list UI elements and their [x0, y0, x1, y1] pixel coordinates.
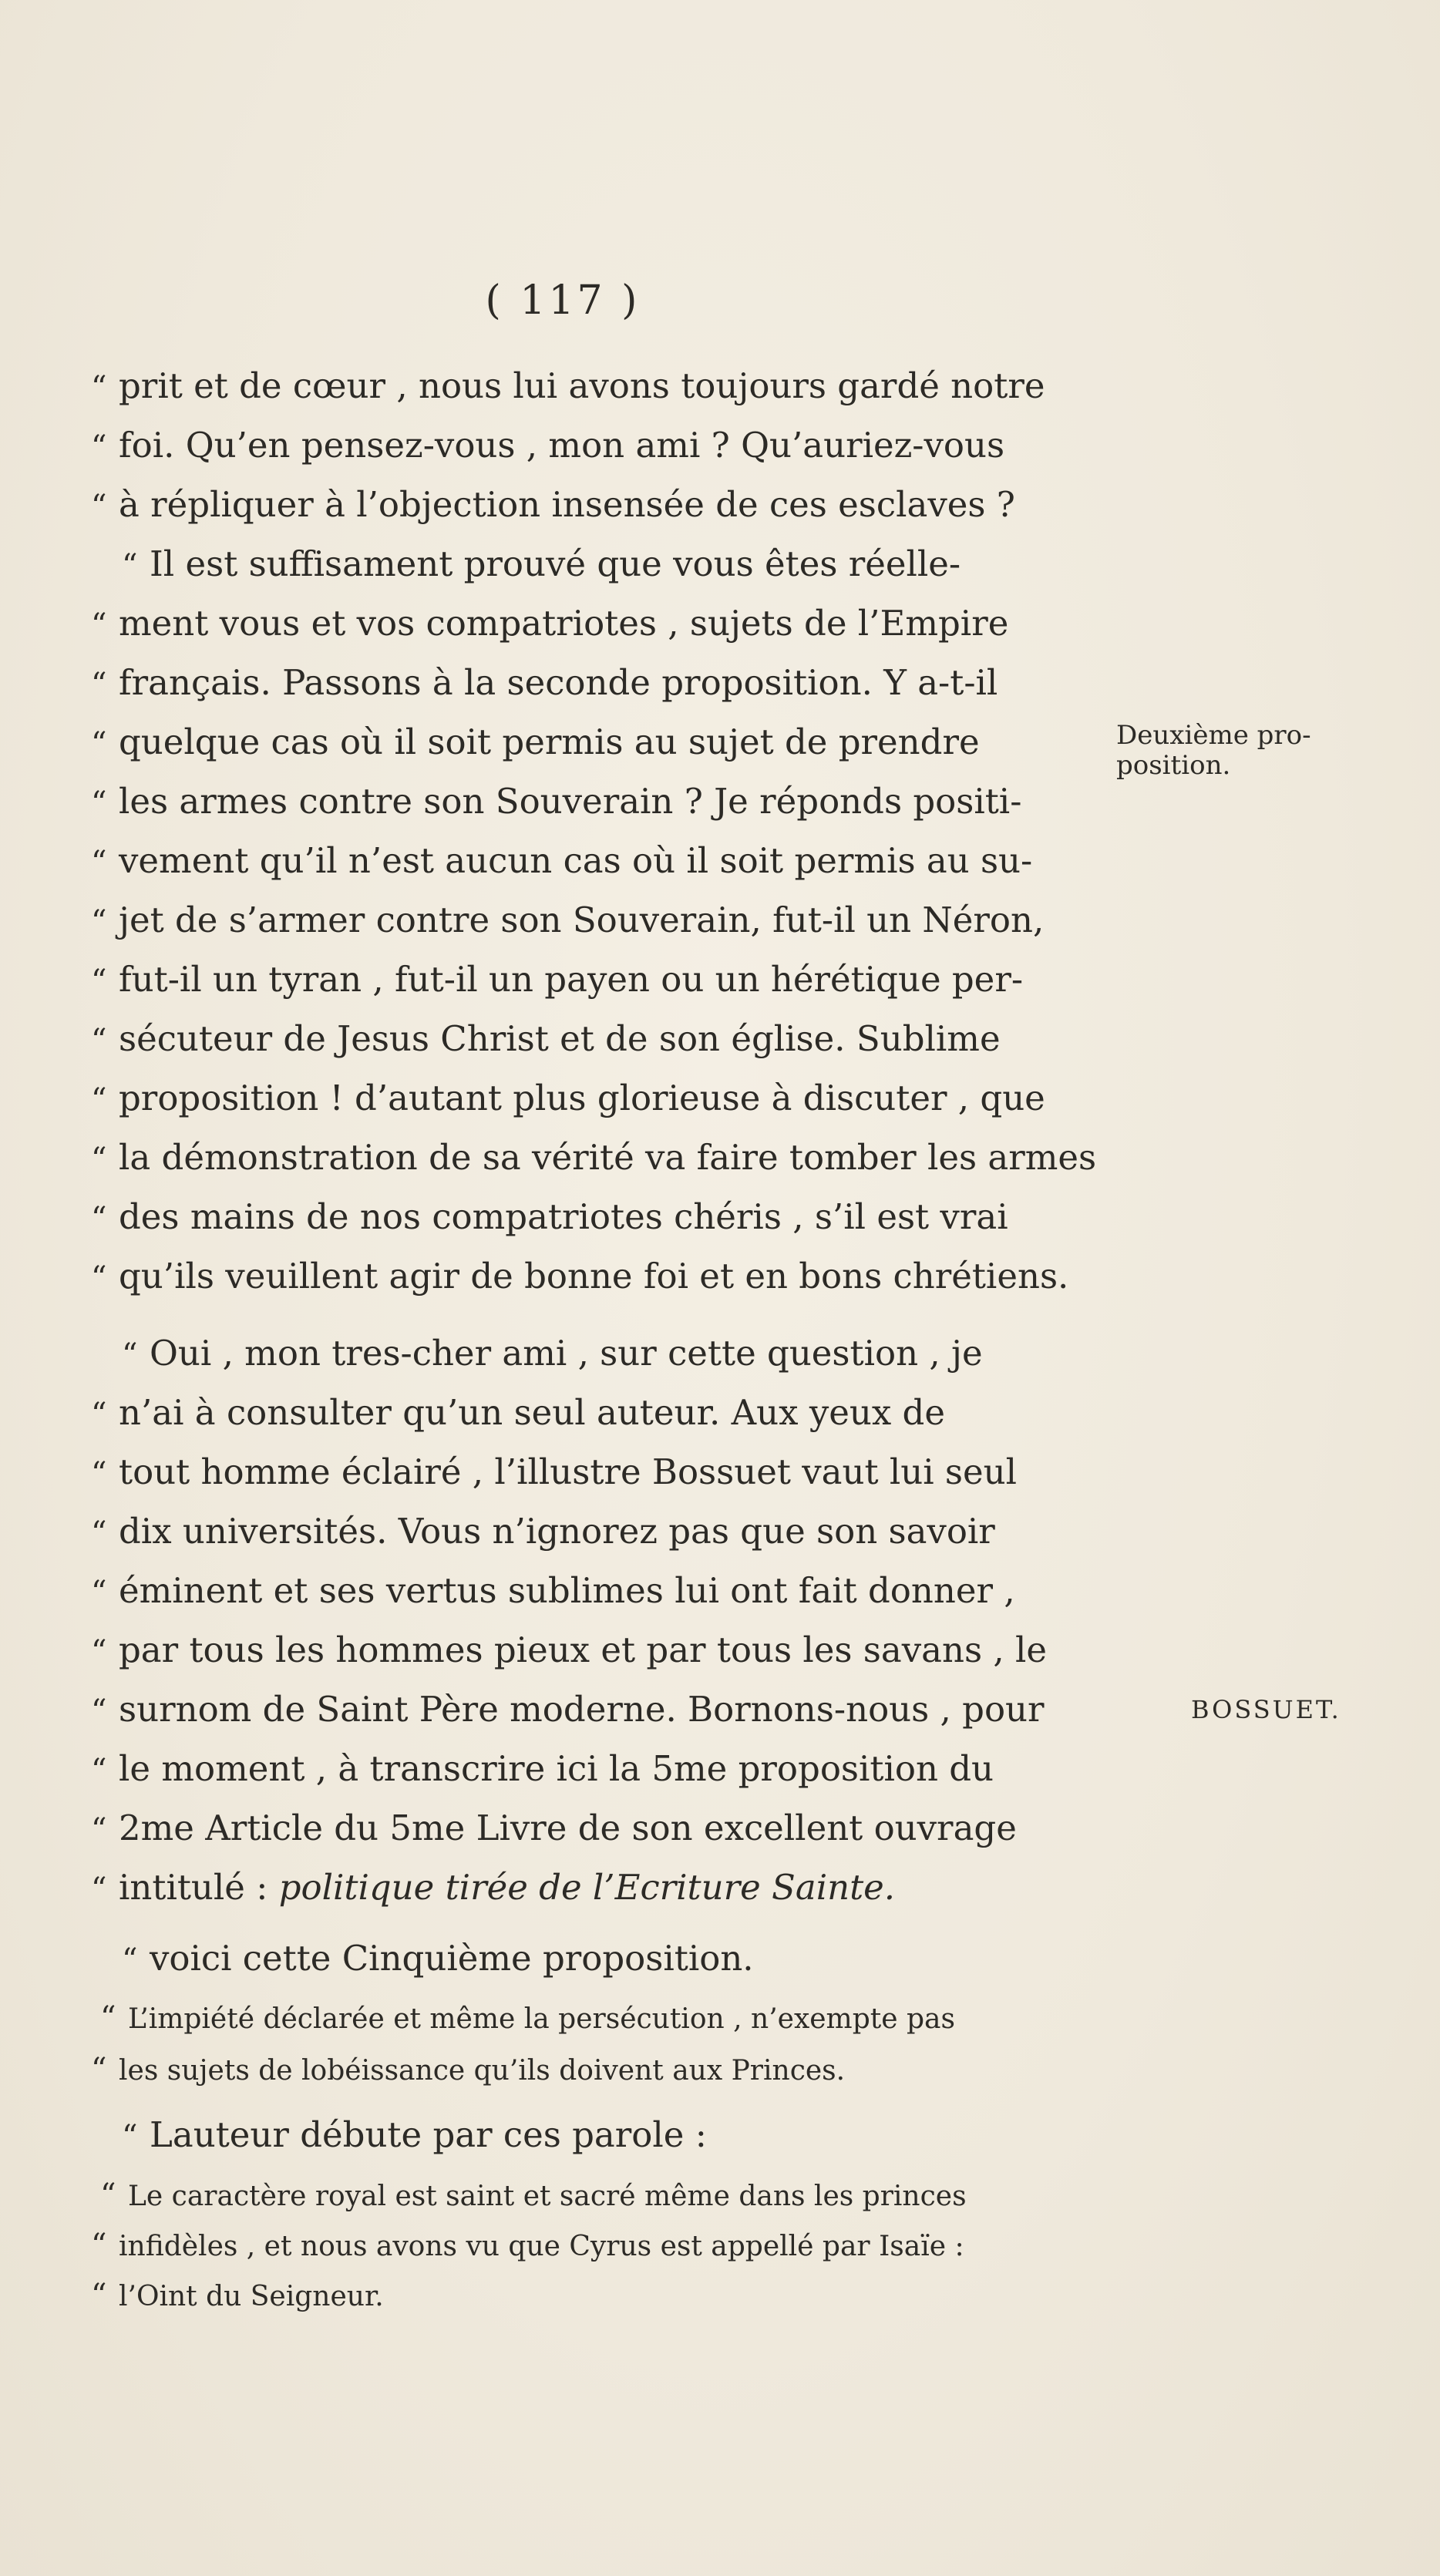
- text-line: [91, 721, 980, 762]
- quote-mark: “: [91, 1023, 107, 1058]
- quote-mark: “: [91, 845, 107, 880]
- quote-mark: “: [91, 1201, 107, 1236]
- line-text: Il est suffisament prouvé que vous êtes réelle-: [150, 543, 961, 584]
- quote-mark: “: [91, 904, 107, 940]
- text-line: [91, 603, 1009, 644]
- quote-mark: “: [122, 1337, 138, 1373]
- line-text: surnom de Saint Père moderne. Bornons-nous , pour: [119, 1689, 1045, 1730]
- line-text: les armes contre son Souverain ? Je réponds positi-: [119, 781, 1022, 822]
- quote-mark: “: [91, 2278, 107, 2313]
- line-text: dix universités. Vous n’ignorez pas que son savoir: [119, 1511, 995, 1552]
- margin-note-line: position.: [1116, 750, 1231, 782]
- quote-mark: “: [91, 726, 107, 762]
- line-text: éminent et ses vertus sublimes lui ont fait donner ,: [119, 1570, 1015, 1611]
- text-line: [91, 1392, 945, 1433]
- line-text: les sujets de lobéissance qu’ils doivent aux Princes.: [119, 2055, 846, 2087]
- margin-note-proposition: [1116, 721, 1378, 781]
- text-line: [91, 1256, 1069, 1296]
- line-text: qu’ils veuillent agir de bonne foi et en bons chrétiens.: [119, 1256, 1069, 1296]
- text-line: [122, 543, 961, 584]
- quote-mark: “: [91, 370, 107, 405]
- line-text: français. Passons à la seconde proposition. Y a-t-il: [119, 662, 998, 703]
- quote-mark: “: [91, 1515, 107, 1551]
- text-line: [91, 484, 1015, 525]
- text-line: [91, 1511, 995, 1552]
- quote-mark: “: [91, 1634, 107, 1670]
- line-text: ment vous et vos compatriotes , sujets de l’Empire: [119, 603, 1009, 644]
- line-text: L’impiété déclarée et même la persécution , n’exempte pas: [128, 2003, 955, 2035]
- line-text: foi. Qu’en pensez-vous , mon ami ? Qu’auriez-vous: [119, 425, 1005, 466]
- quote-mark: “: [91, 1812, 107, 1848]
- text-line: [91, 959, 1024, 1000]
- line-text: le moment , à transcrire ici la 5me proposition du: [119, 1748, 994, 1789]
- line-text: infidèles , et nous avons vu que Cyrus est appellé par Isaïe :: [119, 2231, 964, 2262]
- quote-mark: “: [100, 2177, 116, 2213]
- quote-mark: “: [91, 489, 107, 524]
- line-text: proposition ! d’autant plus glorieuse à discuter , que: [119, 1078, 1045, 1118]
- quote-mark: “: [91, 607, 107, 643]
- text-line: [122, 1938, 754, 1979]
- quote-mark: “: [91, 1397, 107, 1432]
- quote-mark: “: [91, 2228, 107, 2263]
- line-text: vement qu’il n’est aucun cas où il soit permis au su-: [119, 840, 1033, 881]
- text-line: [91, 900, 1045, 940]
- page-number: ( 117 ): [485, 277, 641, 324]
- text-line: [91, 1570, 1015, 1611]
- line-text: l’Oint du Seigneur.: [119, 2281, 384, 2312]
- line-text: fut-il un tyran , fut-il un payen ou un hérétique per-: [119, 959, 1024, 1000]
- text-line: [91, 1748, 994, 1789]
- text-line: [91, 781, 1022, 822]
- book-title: politique tirée de l’Ecriture Sainte.: [278, 1867, 896, 1908]
- quote-mark: “: [91, 2052, 107, 2087]
- quote-mark: “: [91, 1456, 107, 1491]
- quote-mark: “: [91, 1260, 107, 1296]
- text-line: [100, 2000, 955, 2036]
- line-text: Oui , mon tres-cher ami , sur cette question , je: [150, 1333, 983, 1374]
- line-text: voici cette Cinquième proposition.: [150, 1938, 754, 1979]
- line-text: sécuteur de Jesus Christ et de son église. Sublime: [119, 1018, 1001, 1059]
- text-line: [91, 1137, 1097, 1178]
- quote-mark: “: [91, 1693, 107, 1729]
- line-text: des mains de nos compatriotes chéris , s’il est vrai: [119, 1196, 1008, 1237]
- line-text: Le caractère royal est saint et sacré même dans les princes: [128, 2181, 967, 2212]
- text-line: [91, 1018, 1001, 1059]
- quote-mark: “: [122, 1942, 138, 1978]
- quote-mark: “: [91, 429, 107, 465]
- quote-mark: “: [100, 2000, 116, 2036]
- quote-mark: “: [91, 1082, 107, 1118]
- text-line: [122, 1333, 983, 1374]
- quote-mark: “: [122, 548, 138, 583]
- quote-mark: “: [91, 1871, 107, 1907]
- quote-mark: “: [91, 1142, 107, 1177]
- line-text: quelque cas où il soit permis au sujet de prendre: [119, 721, 980, 762]
- quote-mark: “: [122, 2119, 138, 2154]
- quote-mark: “: [91, 1575, 107, 1610]
- text-line: [91, 840, 1033, 881]
- text-line: [91, 2054, 845, 2085]
- text-line: [91, 1808, 1017, 1848]
- text-line: [91, 1078, 1045, 1118]
- text-line: [122, 2114, 707, 2155]
- margin-note-bossuet: BOSSUET.: [1191, 1695, 1341, 1724]
- line-text: n’ai à consulter qu’un seul auteur. Aux yeux de: [119, 1392, 945, 1433]
- quote-mark: “: [91, 667, 107, 702]
- text-line: [91, 1867, 896, 1908]
- text-line: [91, 1689, 1045, 1730]
- line-text: intitulé :: [119, 1867, 268, 1908]
- text-line: [91, 2230, 964, 2261]
- text-line: [100, 2177, 967, 2213]
- text-line: [91, 662, 998, 703]
- line-text: jet de s’armer contre son Souverain, fut-il un Néron,: [119, 900, 1045, 940]
- quote-mark: “: [91, 785, 107, 821]
- line-text: à répliquer à l’objection insensée de ces esclaves ?: [119, 484, 1015, 525]
- line-text: tout homme éclairé , l’illustre Bossuet vaut lui seul: [119, 1451, 1018, 1492]
- text-line: [91, 1629, 1047, 1670]
- line-text: Lauteur débute par ces parole :: [150, 2114, 707, 2155]
- line-text: la démonstration de sa vérité va faire tomber les armes: [119, 1137, 1097, 1178]
- text-line: [91, 425, 1005, 466]
- text-line: [91, 1451, 1018, 1492]
- margin-note-line: Deuxième pro-: [1116, 720, 1311, 751]
- quote-mark: “: [91, 963, 107, 999]
- text-line: [91, 1196, 1008, 1237]
- line-text: 2me Article du 5me Livre de son excellent ouvrage: [119, 1808, 1017, 1848]
- text-line: [91, 365, 1045, 406]
- quote-mark: “: [91, 1753, 107, 1788]
- text-line: [91, 2280, 384, 2311]
- line-text: prit et de cœur , nous lui avons toujours gardé notre: [119, 365, 1045, 406]
- line-text: par tous les hommes pieux et par tous les savans , le: [119, 1629, 1047, 1670]
